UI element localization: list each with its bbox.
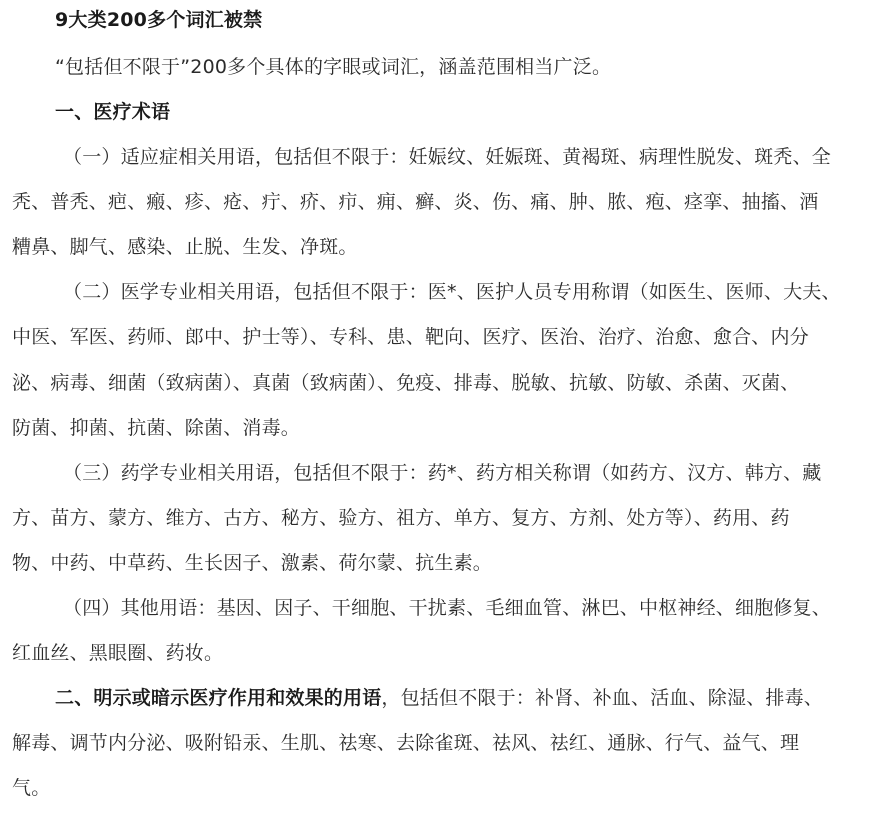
paragraph-line: （四）其他用语：基因、因子、干细胞、干扰素、毛细血管、淋巴、中枢神经、细胞修复、 bbox=[63, 597, 832, 619]
intro-paragraph: “包括但不限于”200多个具体的字眼或词汇，涵盖范围相当广泛。 bbox=[55, 56, 612, 78]
paragraph-line: 糟鼻、脚气、感染、止脱、生发、净斑。 bbox=[12, 236, 358, 258]
paragraph-line: 秃、普秃、疤、瘢、疹、疮、疔、疥、疖、痈、癣、炎、伤、痛、肿、脓、疱、痉挛、抽搐、酒 bbox=[12, 191, 819, 213]
paragraph-line: （一）适应症相关用语，包括但不限于：妊娠纹、妊娠斑、黄褐斑、病理性脱发、斑秃、全 bbox=[63, 146, 832, 168]
paragraph-line: 物、中药、中草药、生长因子、激素、荷尔蒙、抗生素。 bbox=[12, 552, 493, 574]
paragraph-line: 泌、病毒、细菌（致病菌）、真菌（致病菌）、免疫、排毒、脱敏、抗敏、防敏、杀菌、灭菌、 bbox=[12, 372, 800, 394]
article-title: 9大类200多个词汇被禁 bbox=[55, 9, 263, 31]
paragraph-line: 方、苗方、蒙方、维方、古方、秘方、验方、祖方、单方、复方、方剂、处方等）、药用、药 bbox=[12, 507, 790, 529]
paragraph-line: 防菌、抑菌、抗菌、除菌、消毒。 bbox=[12, 417, 301, 439]
paragraph-line bbox=[55, 686, 823, 710]
paragraph-line: 中医、军医、药师、郎中、护士等）、专科、患、靶向、医疗、医治、治疗、治愈、愈合、内分 bbox=[12, 326, 809, 348]
section-1-heading: 一、医疗术语 bbox=[55, 101, 171, 123]
paragraph-line: （三）药学专业相关用语，包括但不限于：药*、药方相关称谓（如药方、汉方、韩方、藏 bbox=[63, 462, 822, 484]
paragraph-line: 气。 bbox=[12, 777, 51, 799]
paragraph-line: （二）医学专业相关用语，包括但不限于：医*、医护人员专用称谓（如医生、医师、大夫、 bbox=[63, 281, 841, 303]
section-2-intro-text: ，包括但不限于：补肾、补血、活血、除湿、排毒、 bbox=[381, 687, 824, 709]
paragraph-line: 解毒、调节内分泌、吸附铅汞、生肌、祛寒、去除雀斑、祛风、祛红、通脉、行气、益气、理 bbox=[12, 732, 800, 754]
section-2-heading: 二、明示或暗示医疗作用和效果的用语 bbox=[55, 687, 382, 709]
paragraph-line: 红血丝、黑眼圈、药妆。 bbox=[12, 642, 224, 664]
